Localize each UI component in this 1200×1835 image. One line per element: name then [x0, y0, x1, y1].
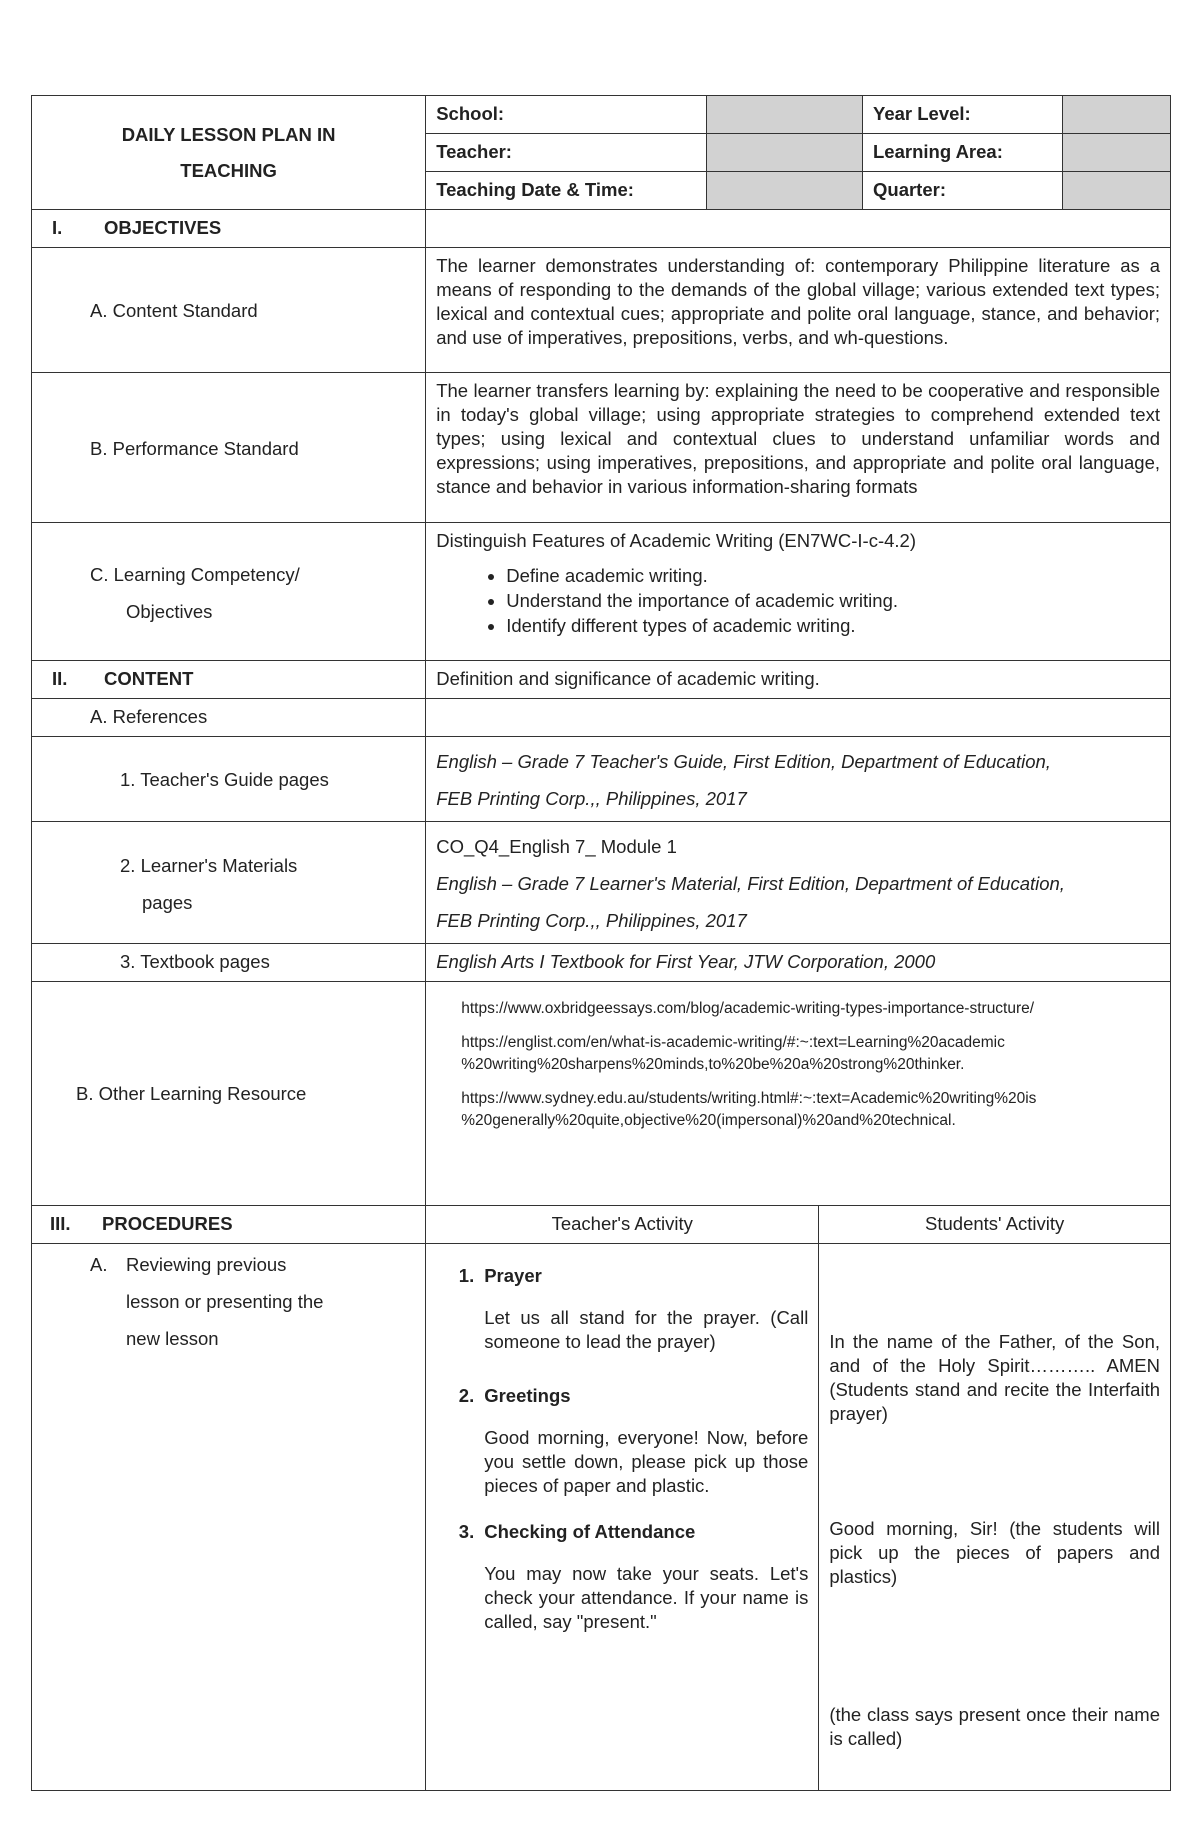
other-resource-label: B. Other Learning Resource — [32, 982, 426, 1206]
objective-list — [436, 563, 1160, 638]
learners-materials-label-line1: 2. Learner's Materials — [120, 854, 298, 876]
step-prayer-student: In the name of the Father, of the Son, and of the Holy Spirit……….. AMEN (Students stand and recite the Interfaith prayer) — [829, 1331, 1160, 1424]
step-number: 1. — [458, 1265, 475, 1286]
teaching-date-label: Teaching Date & Time: — [426, 172, 707, 210]
learning-area-value — [1062, 134, 1170, 172]
learning-competency-label-line2: Objectives — [126, 600, 213, 622]
objectives-num: I. — [52, 217, 63, 238]
learning-area-label: Learning Area: — [863, 134, 1063, 172]
objective-item: • Understand the importance of academic writing. — [506, 588, 1160, 613]
learners-materials-text-1: English – Grade 7 Learner's Material, First Edition, Department of Education, — [436, 873, 1065, 894]
objective-item: • Define academic writing. — [506, 563, 1160, 588]
step-prayer-teacher: Let us all stand for the prayer. (Call someone to lead the prayer) — [484, 1307, 809, 1352]
step-attendance-heading — [436, 1520, 808, 1544]
procedures-num: III. — [50, 1213, 71, 1234]
resource-link[interactable]: https://www.sydney.edu.au/students/writing.html#:~:text=Academic%20writing%20is %20generally%20quite,objective%20(impersonal)%20and%20technical. — [461, 1090, 1037, 1129]
step-attendance-student: (the class says present once their name is called) — [829, 1704, 1160, 1749]
reviewing-lesson-line1: Reviewing previous — [126, 1254, 287, 1275]
step-greetings-student: Good morning, Sir! (the students will pick up the pieces of papers and plastics) — [829, 1518, 1160, 1587]
step-greetings-teacher: Good morning, everyone! Now, before you settle down, please pick up those pieces of paper and plastic. — [484, 1427, 809, 1496]
teachers-guide-cell — [426, 737, 1171, 822]
teachers-guide-label: 1. Teacher's Guide pages — [32, 737, 426, 822]
teachers-activity-header: Teacher's Activity — [426, 1206, 819, 1244]
student-activity-cell — [819, 1244, 1171, 1791]
references-label: A. References — [32, 699, 426, 737]
step-attendance-teacher: You may now take your seats. Let's check your attendance. If your name is called, say "present." — [484, 1563, 809, 1632]
content-text: Definition and significance of academic writing. — [426, 661, 1171, 699]
teacher-value — [706, 134, 862, 172]
plan-title-cell — [32, 96, 426, 210]
content-standard-label: A. Content Standard — [32, 248, 426, 373]
step-title: Checking of Attendance — [484, 1521, 696, 1542]
resource-link[interactable]: https://www.oxbridgeessays.com/blog/academic-writing-types-importance-structure/ — [461, 1000, 1035, 1017]
performance-standard-text: The learner transfers learning by: explaining the need to be cooperative and responsible in today's global village; using appropriate strategies to comprehend extended text types; using lexical and contextual clues to understand unfamiliar words and expressions; using imperatives, prepositions, and appropriate and polite oral language, stance and behavior in various information-sharing formats — [426, 373, 1171, 523]
learning-competency-label-line1: C. Learning Competency/ — [90, 563, 300, 585]
objectives-empty — [426, 210, 1171, 248]
year-level-value — [1062, 96, 1170, 134]
quarter-label: Quarter: — [863, 172, 1063, 210]
plan-title-line1: DAILY LESSON PLAN IN — [121, 123, 336, 145]
learners-materials-cell — [426, 822, 1171, 944]
learning-competency-cell — [426, 523, 1171, 661]
reviewing-lesson-line3: new lesson — [126, 1328, 219, 1349]
step-title: Prayer — [484, 1265, 542, 1286]
references-empty — [426, 699, 1171, 737]
students-activity-header: Students' Activity — [819, 1206, 1171, 1244]
step-title: Greetings — [484, 1385, 571, 1406]
step-number: 3. — [458, 1521, 475, 1542]
content-standard-text: The learner demonstrates understanding of: contemporary Philippine literature as a means of responding to the demands of the global village; various extended text types; lexical and contextual cues; appropriate and polite oral language, stance, and behavior; and use of imperatives, prepositions, verbs, and wh-questions. — [426, 248, 1171, 373]
learning-competency-title: Distinguish Features of Academic Writing (EN7WC-I-c-4.2) — [436, 530, 916, 551]
objective-item: • Identify different types of academic writing. — [506, 613, 1160, 638]
year-level-label: Year Level: — [863, 96, 1063, 134]
teacher-activity-cell — [426, 1244, 819, 1791]
reviewing-lesson-label — [32, 1244, 426, 1791]
quarter-value — [1062, 172, 1170, 210]
reviewing-lesson-letter: A. — [90, 1254, 108, 1275]
learning-competency-label — [32, 523, 426, 661]
learners-materials-code: CO_Q4_English 7_ Module 1 — [436, 836, 677, 857]
reviewing-lesson-line2: lesson or presenting the — [126, 1291, 324, 1312]
content-num: II. — [52, 668, 68, 689]
school-value — [706, 96, 862, 134]
learners-materials-label-line2: pages — [142, 891, 193, 913]
performance-standard-label: B. Performance Standard — [32, 373, 426, 523]
objectives-heading — [32, 210, 426, 248]
learners-materials-label — [32, 822, 426, 944]
textbook-text: English Arts I Textbook for First Year, JTW Corporation, 2000 — [426, 944, 1171, 982]
lesson-plan-table — [31, 95, 1171, 1791]
content-label: CONTENT — [104, 668, 194, 689]
plan-title-line2: TEACHING — [180, 159, 277, 181]
teachers-guide-text-2: FEB Printing Corp.,, Philippines, 2017 — [436, 788, 747, 809]
school-label: School: — [426, 96, 707, 134]
procedures-label: PROCEDURES — [102, 1213, 233, 1234]
other-resource-links — [426, 982, 1171, 1206]
learners-materials-text-2: FEB Printing Corp.,, Philippines, 2017 — [436, 910, 747, 931]
step-prayer-heading — [436, 1264, 808, 1288]
teacher-label: Teacher: — [426, 134, 707, 172]
teaching-date-value — [706, 172, 862, 210]
procedures-heading — [32, 1206, 426, 1244]
step-number: 2. — [458, 1385, 475, 1406]
step-greetings-heading — [436, 1384, 808, 1408]
resource-link[interactable]: https://englist.com/en/what-is-academic-writing/#:~:text=Learning%20academic %20writing%20sharpens%20minds,to%20be%20a%20strong%20thinker. — [461, 1034, 1005, 1073]
content-heading — [32, 661, 426, 699]
textbook-label: 3. Textbook pages — [32, 944, 426, 982]
objectives-label: OBJECTIVES — [104, 217, 222, 238]
teachers-guide-text-1: English – Grade 7 Teacher's Guide, First Edition, Department of Education, — [436, 751, 1051, 772]
